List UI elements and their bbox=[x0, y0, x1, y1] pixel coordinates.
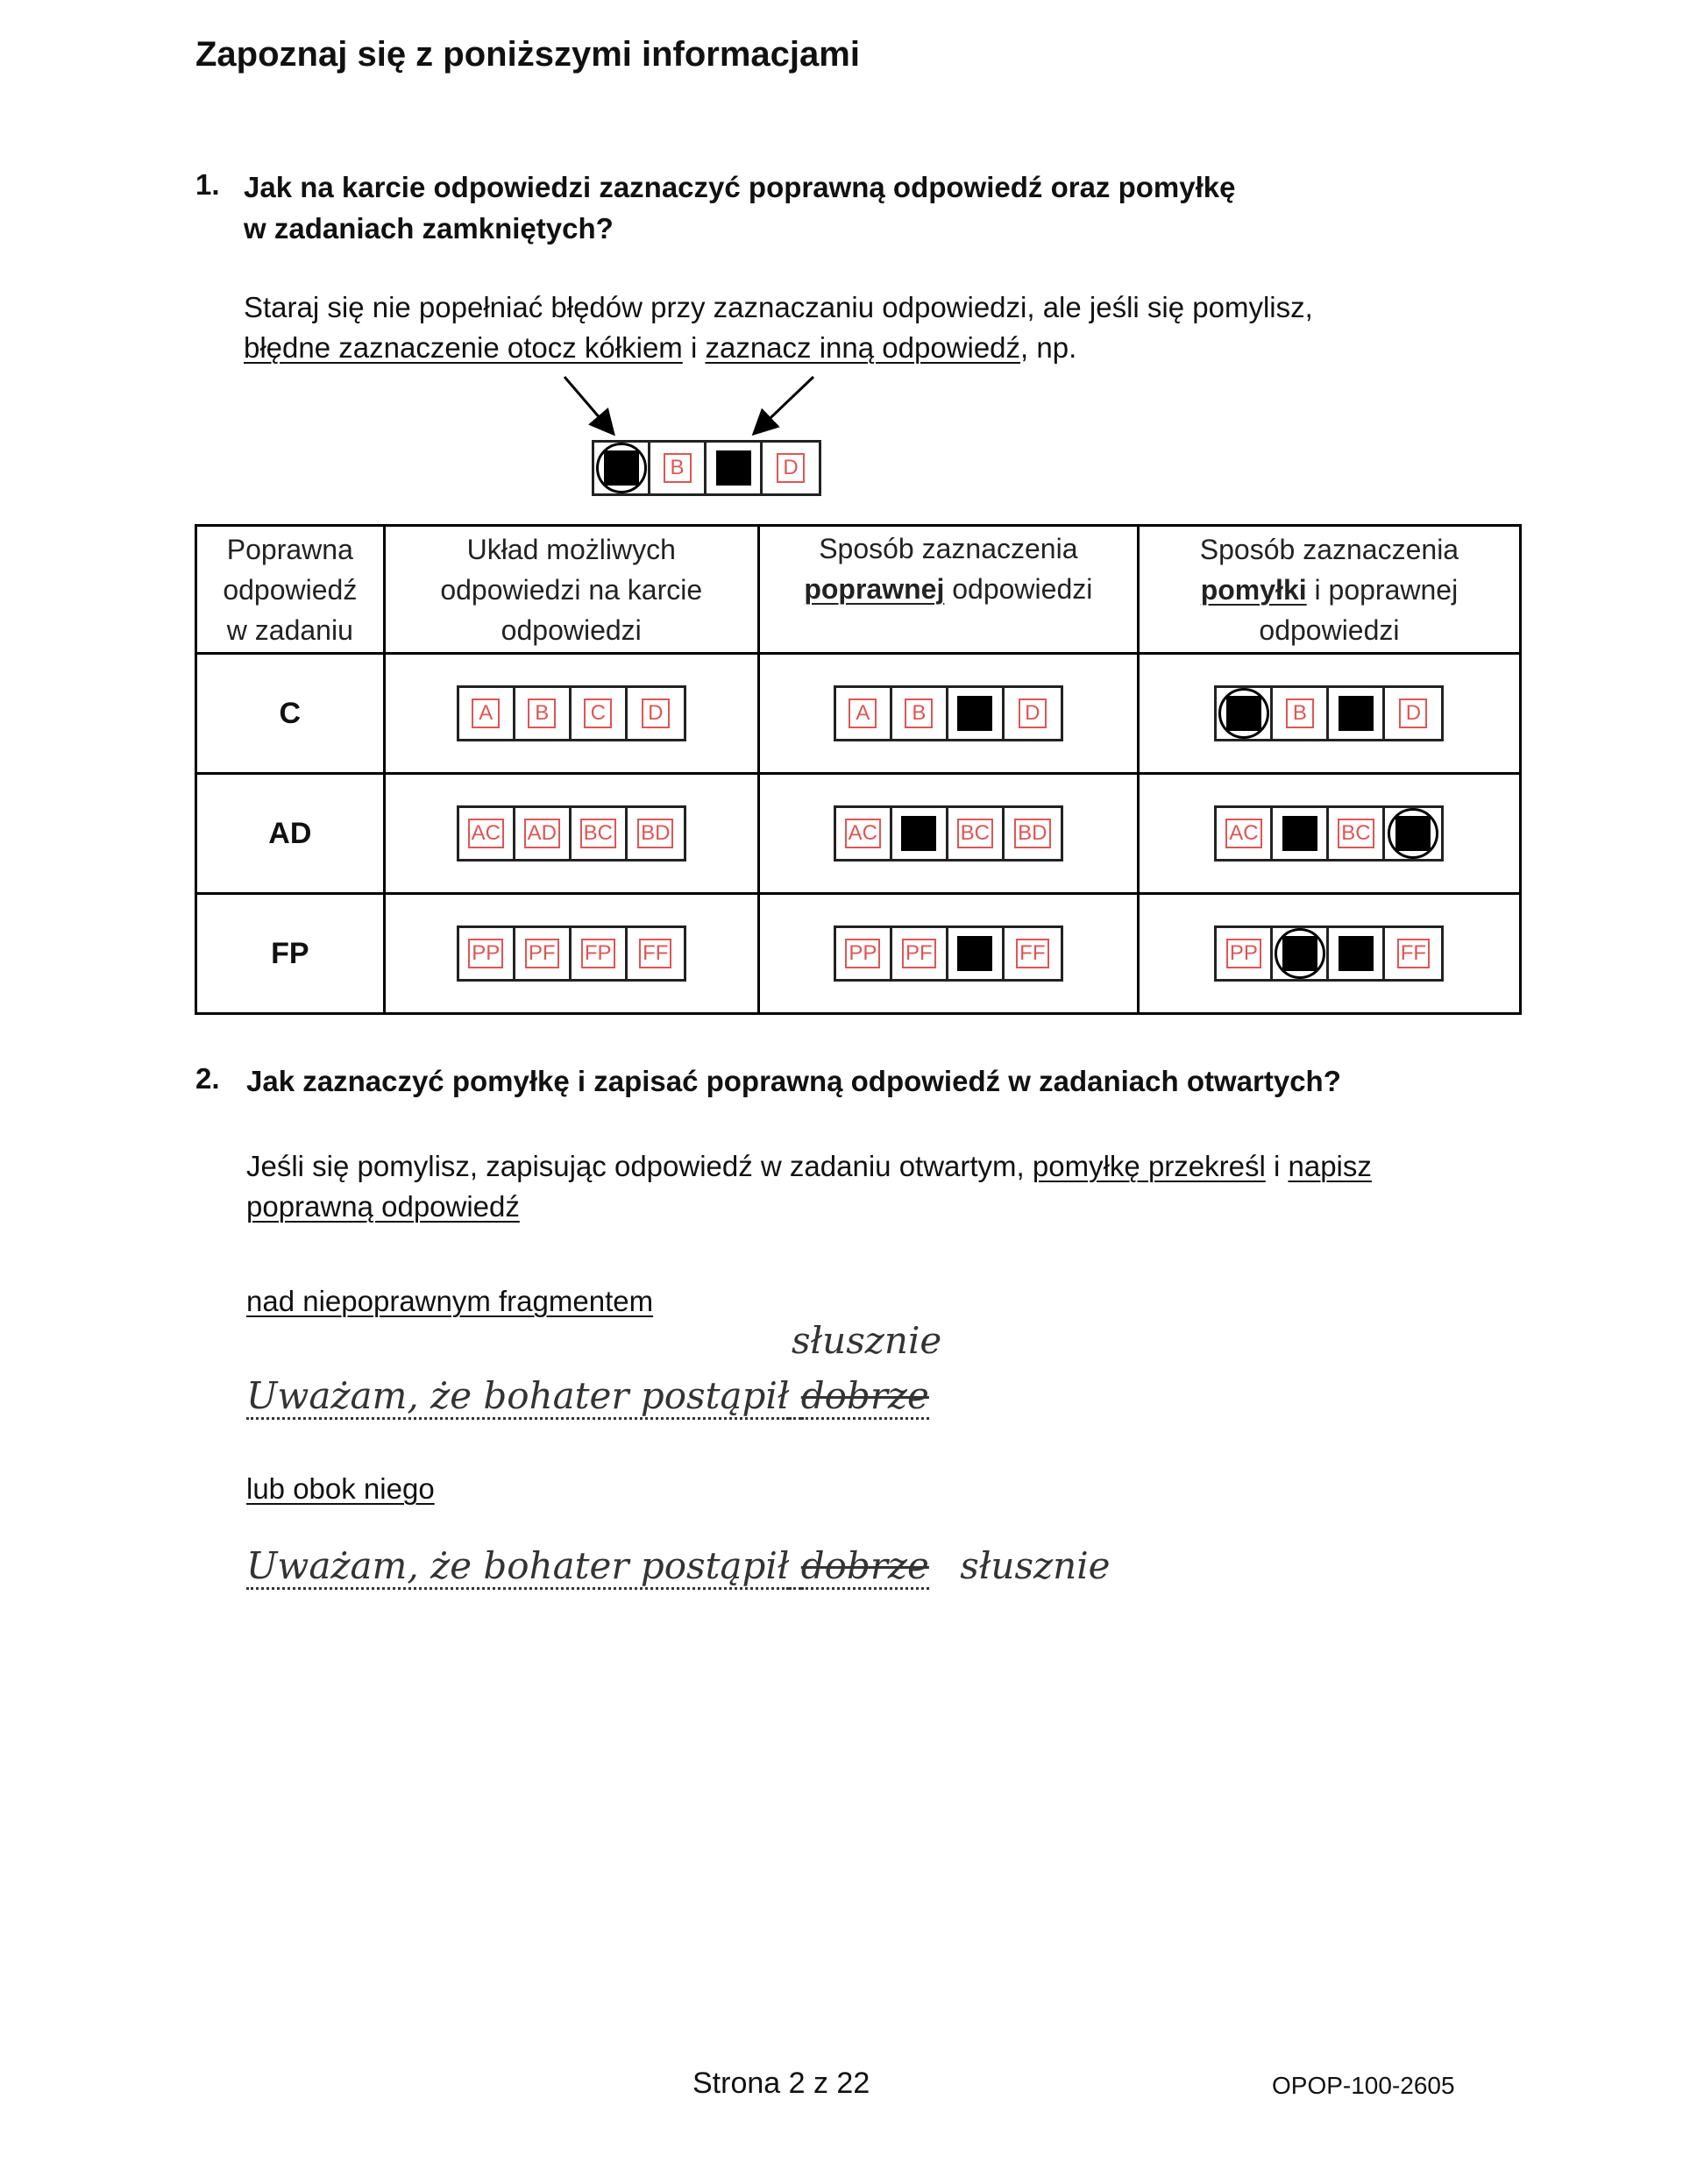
row-answer: C bbox=[196, 654, 385, 774]
header-correct-answer bbox=[196, 526, 385, 654]
example-answer-row bbox=[592, 440, 821, 496]
error-marking-cell bbox=[1138, 774, 1520, 894]
page-heading: Zapoznaj się z poniższymi informacjami bbox=[195, 35, 860, 74]
filled-mark bbox=[901, 816, 936, 851]
answer-row bbox=[1214, 925, 1444, 982]
answer-row bbox=[457, 925, 686, 982]
question-2-intro bbox=[246, 1146, 1372, 1227]
correct-marking-cell bbox=[758, 654, 1138, 774]
answer-label: PP bbox=[1226, 939, 1261, 968]
answer-marking-table bbox=[195, 524, 1522, 1015]
question-1-title bbox=[244, 167, 1235, 249]
answer-label: B bbox=[1286, 698, 1314, 728]
answer-label: D bbox=[642, 698, 670, 728]
error-marking-cell bbox=[1138, 894, 1520, 1014]
intro-conj: i bbox=[682, 331, 706, 364]
header-error-marking bbox=[1138, 526, 1520, 654]
answer-row bbox=[457, 685, 686, 741]
question-1-title-line2: w zadaniach zamkniętych? bbox=[244, 212, 614, 245]
intro-underline-mark: zaznacz inną odpowiedź bbox=[705, 331, 1021, 364]
answer-label: B bbox=[664, 453, 692, 483]
header-layout bbox=[384, 526, 758, 654]
label-beside bbox=[246, 1469, 435, 1509]
answer-row bbox=[834, 805, 1063, 862]
answer-label: D bbox=[1019, 698, 1047, 728]
answer-row bbox=[834, 685, 1063, 741]
label-above-text: nad niepoprawnym fragmentem bbox=[246, 1285, 654, 1317]
intro-line2 bbox=[244, 328, 1313, 368]
answer-label: AC bbox=[845, 819, 881, 848]
header-bold: poprawnej bbox=[804, 573, 945, 605]
header-text bbox=[1140, 570, 1519, 610]
header-text: odpowiedzi bbox=[1259, 613, 1400, 646]
label-beside-text: lub obok niego bbox=[246, 1472, 435, 1505]
answer-label: BC bbox=[1338, 819, 1374, 848]
answer-label: PF bbox=[902, 939, 936, 968]
table-row bbox=[196, 774, 1521, 894]
table-row bbox=[196, 894, 1521, 1014]
error-circle bbox=[1218, 688, 1269, 739]
layout-cell bbox=[384, 774, 758, 894]
intro-line1: Staraj się nie popełniać błędów przy zaznaczaniu odpowiedzi, ale jeśli się pomylisz, bbox=[244, 291, 1313, 323]
handwritten-example-1 bbox=[246, 1374, 929, 1417]
answer-label: FF bbox=[1397, 939, 1430, 968]
page-number: Strona 2 z 22 bbox=[692, 2067, 870, 2100]
crossed-out-word: dobrze bbox=[801, 1544, 929, 1590]
answer-row bbox=[457, 805, 686, 862]
answer-label: C bbox=[584, 698, 612, 728]
header-bold: pomyłki bbox=[1200, 573, 1307, 606]
question-1-intro bbox=[244, 287, 1313, 368]
answer-label: BC bbox=[957, 819, 993, 848]
filled-mark bbox=[1282, 816, 1317, 851]
handwritten-example-2 bbox=[246, 1544, 1111, 1587]
answer-label: D bbox=[777, 453, 805, 483]
error-circle bbox=[1275, 928, 1325, 979]
q2-intro-text: Jeśli się pomylisz, zapisując odpowiedź w zadaniu otwartym, bbox=[246, 1150, 1033, 1182]
answer-label: PP bbox=[845, 939, 880, 968]
correction-beside: słusznie bbox=[960, 1544, 1111, 1587]
question-1-title-line1: Jak na karcie odpowiedzi zaznaczyć poprawną odpowiedź oraz pomyłkę bbox=[244, 171, 1236, 203]
table-row bbox=[196, 654, 1521, 774]
intro-end: , np. bbox=[1020, 331, 1077, 364]
question-2-number: 2. bbox=[195, 1062, 220, 1095]
arrow-left bbox=[565, 377, 612, 432]
correct-marking-cell bbox=[758, 894, 1138, 1014]
q2-underline-write: napisz bbox=[1288, 1150, 1372, 1182]
answer-label: B bbox=[528, 698, 556, 728]
example-cell-c bbox=[707, 443, 763, 493]
header-rest: odpowiedzi bbox=[944, 573, 1093, 605]
answer-label: BD bbox=[637, 819, 673, 848]
q2-underline-answer: poprawną odpowiedź bbox=[246, 1190, 520, 1223]
header-text: odpowiedzi na karcie bbox=[440, 573, 703, 606]
answer-label: PP bbox=[468, 939, 503, 968]
header-text: w zadaniu bbox=[226, 613, 353, 646]
header-text: Poprawna bbox=[226, 533, 353, 565]
layout-cell bbox=[384, 654, 758, 774]
filled-mark bbox=[957, 936, 992, 971]
answer-label: D bbox=[1399, 698, 1427, 728]
answer-label: BD bbox=[1014, 819, 1050, 848]
handwritten-sentence: Uważam, że bohater postąpił bbox=[246, 1374, 789, 1420]
q2-intro-line1 bbox=[246, 1146, 1372, 1187]
answer-label: B bbox=[905, 698, 933, 728]
row-answer: FP bbox=[196, 894, 385, 1014]
row-answer: AD bbox=[196, 774, 385, 894]
example-cell-a bbox=[594, 443, 650, 493]
handwritten-sentence: Uważam, że bohater postąpił bbox=[246, 1544, 789, 1590]
answer-label: BC bbox=[580, 819, 616, 848]
intro-underline-circle: błędne zaznaczenie otocz kółkiem bbox=[244, 331, 683, 364]
answer-label: AC bbox=[1225, 819, 1261, 848]
header-text: Sposób zaznaczenia bbox=[1199, 533, 1459, 565]
header-text: Układ możliwych bbox=[466, 533, 676, 565]
answer-label: FF bbox=[1016, 939, 1048, 968]
document-code: OPOP-100-2605 bbox=[1272, 2072, 1455, 2099]
correct-marking-cell bbox=[758, 774, 1138, 894]
error-circle bbox=[1388, 808, 1438, 859]
example-cell-d bbox=[763, 443, 819, 493]
header-text bbox=[760, 569, 1137, 609]
error-marking-cell bbox=[1138, 654, 1520, 774]
label-above bbox=[246, 1281, 653, 1322]
header-text: Sposób zaznaczenia bbox=[819, 533, 1078, 564]
filled-mark bbox=[716, 450, 751, 486]
answer-label: AD bbox=[524, 819, 560, 848]
table-header-row bbox=[196, 526, 1521, 654]
q2-intro-line2 bbox=[246, 1187, 1372, 1227]
answer-row bbox=[834, 925, 1063, 982]
filled-mark bbox=[1339, 936, 1374, 971]
header-rest: i poprawnej bbox=[1306, 573, 1459, 606]
answer-label: A bbox=[849, 698, 877, 728]
crossed-out-word: dobrze bbox=[801, 1374, 929, 1420]
answer-label: AC bbox=[468, 819, 504, 848]
q2-underline-strike: pomyłkę przekreśl bbox=[1032, 1150, 1266, 1182]
header-text: odpowiedzi bbox=[501, 613, 642, 646]
question-1-number: 1. bbox=[195, 168, 220, 201]
answer-row bbox=[1214, 685, 1444, 741]
layout-cell bbox=[384, 894, 758, 1014]
answer-label: FF bbox=[639, 939, 671, 968]
example-cell-b bbox=[650, 443, 707, 493]
header-text: odpowiedź bbox=[223, 573, 358, 606]
arrow-right bbox=[756, 377, 813, 432]
filled-mark bbox=[957, 696, 992, 731]
q2-intro-conj: i bbox=[1265, 1150, 1289, 1182]
question-2-title: Jak zaznaczyć pomyłkę i zapisać poprawną odpowiedź w zadaniach otwartych? bbox=[246, 1065, 1341, 1097]
header-correct-marking bbox=[758, 526, 1138, 654]
answer-label: PF bbox=[525, 939, 559, 968]
answer-label: A bbox=[472, 698, 500, 728]
answer-label: FP bbox=[581, 939, 615, 968]
answer-row bbox=[1214, 805, 1444, 862]
correction-above: słusznie bbox=[792, 1319, 942, 1362]
error-circle bbox=[596, 443, 647, 493]
filled-mark bbox=[1339, 696, 1374, 731]
